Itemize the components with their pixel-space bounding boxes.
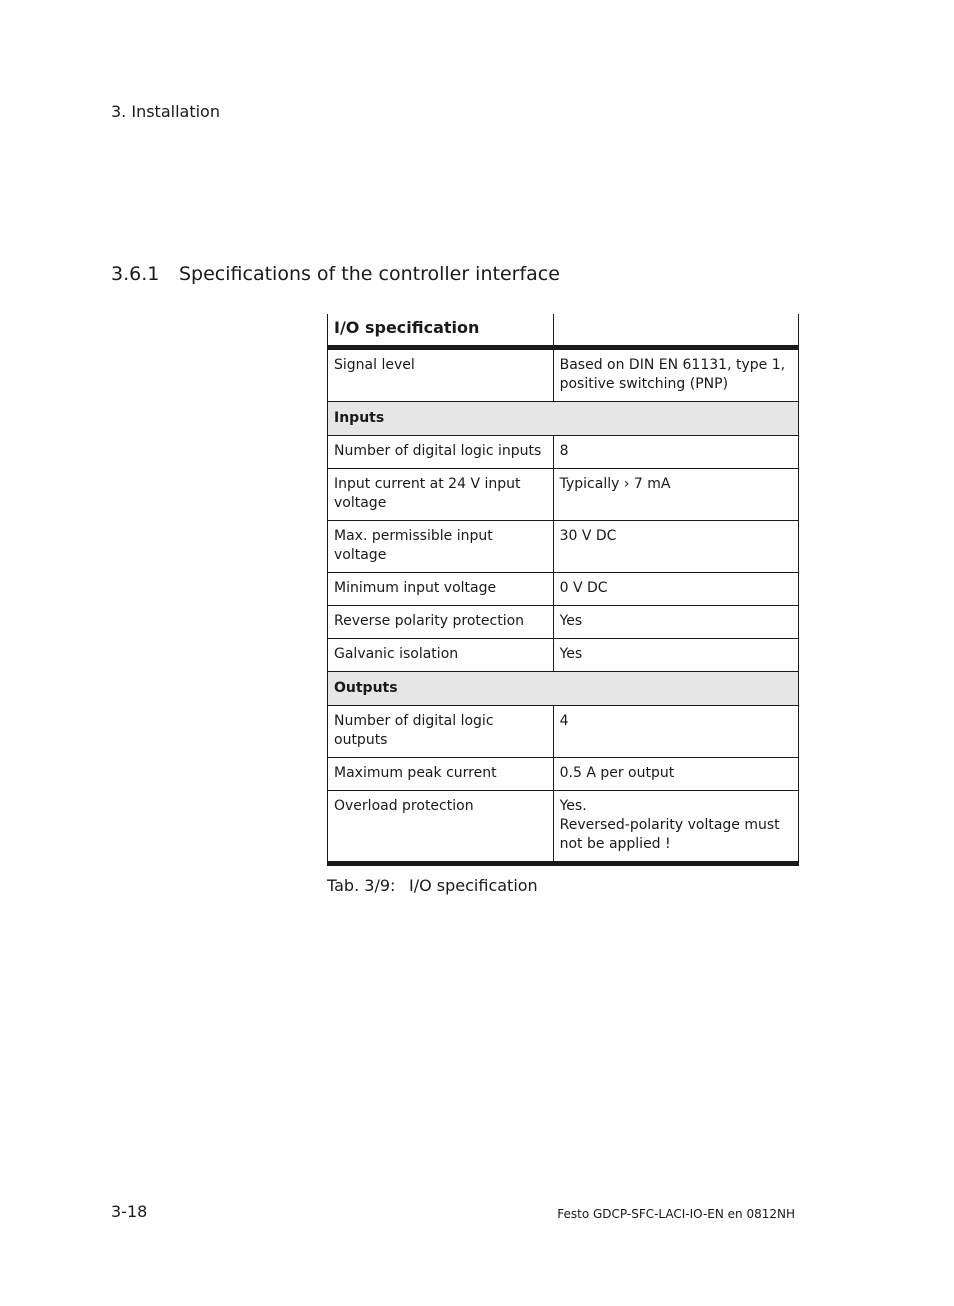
row-label: Overload protection	[328, 791, 554, 864]
row-value	[553, 521, 798, 573]
io-specification-table	[327, 314, 799, 866]
row-label: Number of digital logic outputs	[328, 706, 554, 758]
row-label: Number of digital logic inputs	[328, 436, 554, 469]
table-row	[328, 606, 799, 639]
row-label: Input current at 24 V input voltage	[328, 469, 554, 521]
table-caption	[327, 876, 538, 895]
table-group-row	[328, 402, 799, 436]
section-number: 3.6.1	[111, 263, 160, 285]
group-label: Outputs	[328, 672, 799, 706]
table-row	[328, 758, 799, 791]
row-value	[553, 469, 798, 521]
row-value	[553, 639, 798, 672]
row-value	[553, 606, 798, 639]
group-label: Inputs	[328, 402, 799, 436]
value-line: Reversed-polarity voltage must	[559, 817, 780, 833]
table-header-row	[328, 314, 799, 348]
caption-text: I/O specification	[409, 876, 538, 895]
value-line: 0.5 A per output	[559, 765, 675, 781]
value-line: 4	[559, 713, 569, 729]
table-body	[328, 348, 799, 864]
table-row	[328, 436, 799, 469]
value-line: not be applied !	[559, 836, 671, 852]
table-group-row	[328, 672, 799, 706]
section-title-text: Specifications of the controller interface	[179, 263, 560, 285]
row-label: Galvanic isolation	[328, 639, 554, 672]
section-title	[111, 263, 560, 285]
value-line: Typically › 7 mA	[559, 476, 671, 492]
table-row	[328, 573, 799, 606]
table-row	[328, 639, 799, 672]
row-value	[553, 758, 798, 791]
table-header-cell	[553, 314, 798, 348]
value-line: Yes	[559, 613, 583, 629]
table-row	[328, 706, 799, 758]
page-number: 3-18	[111, 1202, 148, 1221]
table-row	[328, 521, 799, 573]
value-line: Yes	[559, 646, 583, 662]
row-label: Signal level	[328, 348, 554, 402]
row-label: Reverse polarity protection	[328, 606, 554, 639]
row-value	[553, 436, 798, 469]
row-label: Minimum input voltage	[328, 573, 554, 606]
value-line: Yes.	[559, 798, 587, 814]
value-line: positive switching (PNP)	[559, 376, 729, 392]
row-value	[553, 706, 798, 758]
table-row	[328, 348, 799, 402]
table-header-cell: I/O specification	[328, 314, 554, 348]
row-value	[553, 573, 798, 606]
value-line: Based on DIN EN 61131, type 1,	[559, 357, 786, 373]
value-line: 8	[559, 443, 569, 459]
table-row	[328, 791, 799, 864]
value-line: 30 V DC	[559, 528, 617, 544]
row-value	[553, 348, 798, 402]
row-label: Maximum peak current	[328, 758, 554, 791]
caption-label: Tab. 3/9:	[327, 876, 396, 895]
row-value	[553, 791, 798, 864]
table-row	[328, 469, 799, 521]
chapter-header: 3. Installation	[111, 102, 220, 121]
footer-document-id: Festo GDCP-SFC-LACI-IO-EN en 0812NH	[557, 1207, 795, 1221]
value-line: 0 V DC	[559, 580, 608, 596]
row-label: Max. permissible input voltage	[328, 521, 554, 573]
